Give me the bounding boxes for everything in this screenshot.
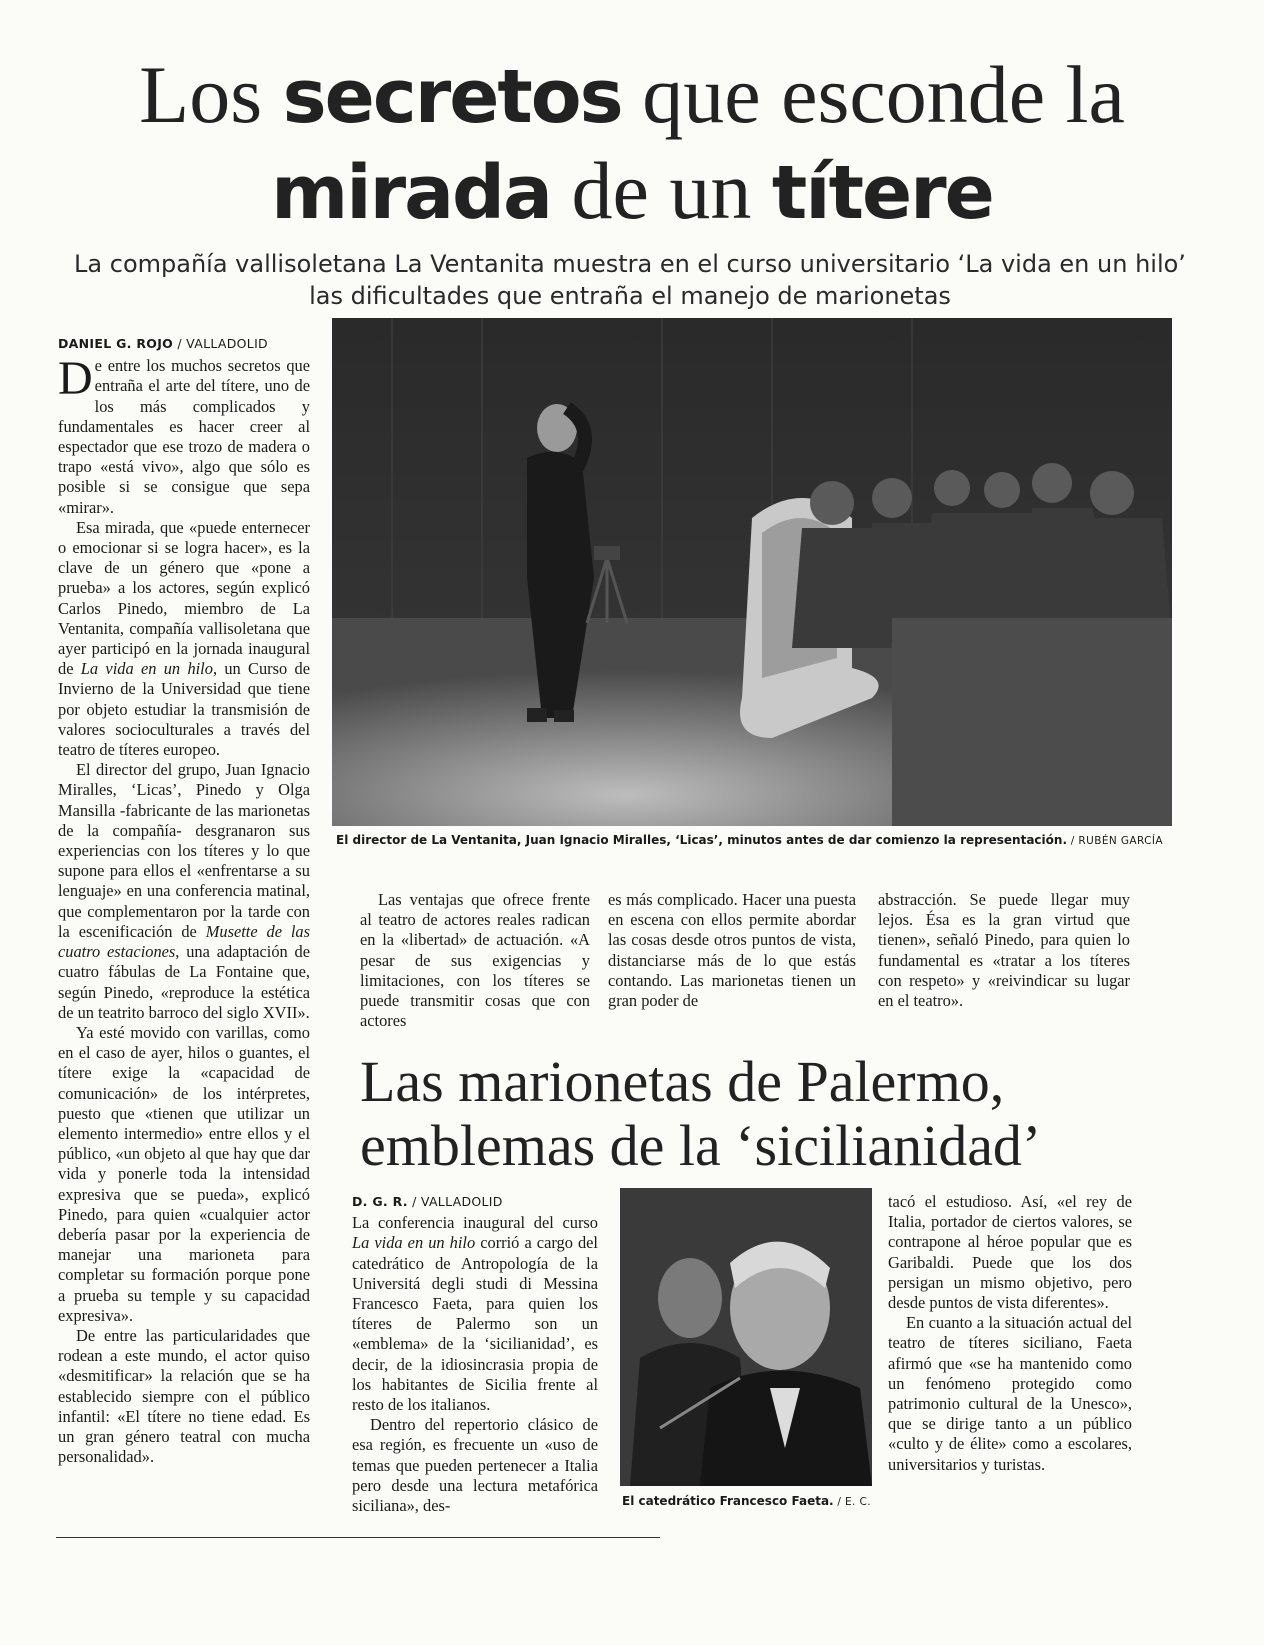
italic-title: La vida en un hilo bbox=[80, 659, 213, 679]
byline bbox=[58, 334, 310, 354]
portrait-photo-image bbox=[620, 1188, 872, 1486]
paragraph bbox=[58, 518, 310, 760]
article-column-3 bbox=[608, 890, 856, 1011]
byline-author: DANIEL G. ROJO bbox=[58, 336, 174, 351]
paragraph-text: e entre los muchos secretos que entraña el arte del títere, uno de los más complicados y fundamentales es hacer creer al espectador que ese trozo de madera o trapo «está vivo», algo que sólo es posible si se consigue que sepa «mirar». bbox=[58, 356, 310, 517]
italic-title: La vida en un hilo bbox=[352, 1233, 476, 1253]
byline-place: / VALLADOLID bbox=[407, 1194, 503, 1209]
article-column-2 bbox=[360, 890, 590, 1031]
headline-line-2 bbox=[0, 144, 1264, 240]
article-column-4 bbox=[878, 890, 1130, 1011]
italic-title: Musette de las cuatro estaciones bbox=[58, 921, 310, 962]
article-column-5 bbox=[352, 1192, 598, 1516]
subheadline: La compañía vallisoletana La Ventanita muestra en el curso universitario ‘La vida en un hilo’ las dificultades que entraña el manejo de marionetas bbox=[74, 250, 1186, 310]
headline-text: que esconde la bbox=[621, 49, 1125, 140]
paragraph: Las ventajas que ofrece frente al teatro de actores reales radican en la «libertad» de actuación. «A pesar de sus exigencias y limitaciones, con los títeres se puede transmitir cosas que con actores bbox=[360, 890, 590, 1031]
stage-photo bbox=[332, 318, 1172, 826]
paragraph: abstracción. Se puede llegar muy lejos. Ésa es la gran virtud que tienen», señaló Pinedo, para quien lo fundamental es «tratar a los títeres con respeto» y «reivindicar su lugar en el teatro». bbox=[878, 890, 1130, 1011]
byline bbox=[352, 1192, 598, 1212]
paragraph: En cuanto a la situación actual del teatro de títeres siciliano, Faeta afirmó que «se ha mantenido como un fenómeno protegido como patrimonio cultural de la Unesco», que se dirige tanto a un público «culto y de élite» como a escolares, universitarios y turistas. bbox=[888, 1313, 1132, 1474]
paragraph: Dentro del repertorio clásico de esa región, es frecuente un «uso de temas que pueden pertenecer a Italia pero desde una lectura metafórica siciliana», des- bbox=[352, 1415, 598, 1516]
paragraph-text: El director del grupo, Juan Ignacio Miralles, ‘Licas’, Pinedo y Olga Mansilla -fabricante de las marionetas de la compañía- desgranaron sus experiencias con los títeres y lo que supone para ellos el «enfrentarse a su lenguaje» en una conferencia matinal, que complementaron por la tarde con la escenificación de bbox=[58, 760, 310, 941]
byline-author: D. G. R. bbox=[352, 1194, 408, 1209]
drop-cap: D bbox=[58, 352, 93, 406]
portrait-photo bbox=[620, 1188, 872, 1486]
headline-text: de un bbox=[550, 145, 772, 236]
bottom-rule bbox=[56, 1537, 660, 1538]
paragraph: tacó el estudioso. Así, «el rey de Italia, portador de ciertos valores, se contrapone al héroe popular que es Garibaldi. Puede que los dos persigan un mismo objetivo, pero desde puntos de vista diferentes». bbox=[888, 1192, 1132, 1313]
paragraph-text: La conferencia inaugural del curso bbox=[352, 1213, 598, 1233]
headline-text: Los bbox=[139, 49, 283, 140]
headline-text: títere bbox=[771, 150, 993, 236]
main-headline bbox=[0, 48, 1264, 240]
paragraph: es más complicado. Hacer una puesta en escena con ellos permite abordar las cosas desde otros puntos de vista, distanciarse más de lo que estás contando. Las marionetas tienen un gran poder de bbox=[608, 890, 856, 1011]
paragraph-text: , un Curso de Invierno de la Universidad que tiene por objeto estudiar la transmisión de valores socioculturales a través del teatro de títeres europeo. bbox=[58, 659, 310, 760]
paragraph: De entre las particularidades que rodean a este mundo, el actor quiso «desmitificar» la relación que se ha establecido siempre con el público infantil: «El títere no tiene edad. Es un gran género teatral con mucha personalidad». bbox=[58, 1325, 310, 1467]
article-column-6 bbox=[888, 1192, 1132, 1475]
headline-line-1 bbox=[0, 48, 1264, 144]
second-headline: Las marionetas de Palermo, emblemas de la ‘sicilianidad’ bbox=[360, 1049, 1042, 1178]
caption-text: El catedrático Francesco Faeta. bbox=[622, 1494, 834, 1508]
paragraph bbox=[352, 1213, 598, 1415]
photo-caption bbox=[622, 1493, 882, 1510]
photo-credit: / RUBÉN GARCÍA bbox=[1067, 835, 1163, 847]
stage-photo-image bbox=[332, 318, 1172, 826]
paragraph-text: , una adaptación de cuatro fábulas de La Fontaine que, según Pinedo, «reproduce la estética de un teatrito barroco del siglo XVII». bbox=[58, 942, 311, 1022]
caption-text: El director de La Ventanita, Juan Ignacio Miralles, ‘Licas’, minutos antes de dar comienzo la representación. bbox=[336, 833, 1068, 847]
headline-text: mirada bbox=[271, 150, 551, 236]
photo-caption bbox=[336, 832, 1176, 849]
paragraph-text: Esa mirada, que «puede enternecer o emocionar si se logra hacer», es la clave de un género que «pone a prueba» a los actores, según explicó Carlos Pinedo, miembro de La Ventanita, compañía vallisoletana que ayer participó en la jornada inaugural de bbox=[58, 517, 310, 679]
byline-place: / VALLADOLID bbox=[173, 336, 268, 351]
paragraph: Ya esté movido con varillas, como en el caso de ayer, hilos o guantes, el títere exige la «capacidad de comunicación» de los intérpretes, puesto que «tienen que utilizar un elemento intermedio» entre ellos y el público, «un objeto al que hay que dar vida y ponerle toda la intensidad expresiva que se pueda», explicó Pinedo, para quien «cualquier actor debería pasar por la experiencia de manejar una marioneta para completar su formación porque pone a prueba su temple y su capacidad expresiva». bbox=[58, 1022, 310, 1325]
article-column-1 bbox=[58, 334, 310, 1467]
paragraph bbox=[58, 760, 310, 1023]
paragraph bbox=[58, 352, 310, 518]
headline-text: secretos bbox=[282, 54, 622, 140]
paragraph-text: corrió a cargo del catedrático de Antropología de la Universitá degli studi di Messina Francesco Faeta, para quien los títeres de Palermo son un «emblema» de la ‘sicilianidad’, es decir, de la idiosincrasia propia de los habitantes de Sicilia frente al resto de los italianos. bbox=[352, 1233, 598, 1415]
photo-credit: / E. C. bbox=[833, 1496, 872, 1508]
